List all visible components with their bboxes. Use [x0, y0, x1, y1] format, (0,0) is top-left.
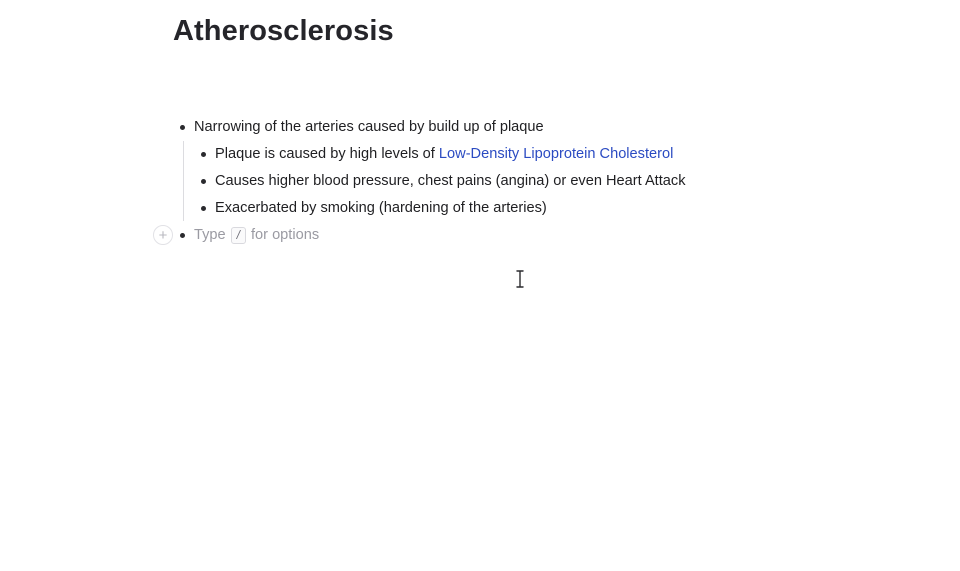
outline-item-text[interactable]: Exacerbated by smoking (hardening of the arteries) [215, 200, 547, 216]
slash-shortcut-key: / [231, 227, 246, 244]
outline-item-child-3[interactable] [201, 196, 547, 220]
text-cursor-icon [514, 270, 526, 288]
outline-item-text[interactable]: Causes higher blood pressure, chest pains (angina) or even Heart Attack [215, 173, 686, 189]
outline-item-text: Plaque is caused by high levels of [215, 146, 439, 162]
page-title[interactable]: Atherosclerosis [173, 15, 394, 47]
bullet-icon[interactable] [201, 152, 206, 157]
bullet-icon[interactable] [201, 179, 206, 184]
add-block-button[interactable] [153, 225, 173, 245]
new-outline-item[interactable] [180, 223, 319, 247]
cholesterol-link[interactable]: Low-Density Lipoprotein Cholesterol [438, 146, 674, 162]
outline-thread-line[interactable] [183, 141, 184, 221]
bullet-icon [180, 233, 185, 238]
placeholder-text-before: Type [194, 227, 226, 243]
outline-item-child-2[interactable] [201, 169, 686, 193]
bullet-icon[interactable] [201, 206, 206, 211]
placeholder-text-after: for options [250, 227, 320, 243]
bullet-icon[interactable] [180, 125, 185, 130]
outline-item-child-1[interactable] [201, 142, 673, 166]
outline-item-text[interactable]: Narrowing of the arteries caused by build up of plaque [194, 119, 544, 135]
plus-icon: + [158, 226, 168, 244]
outline-item-root[interactable] [180, 115, 544, 139]
